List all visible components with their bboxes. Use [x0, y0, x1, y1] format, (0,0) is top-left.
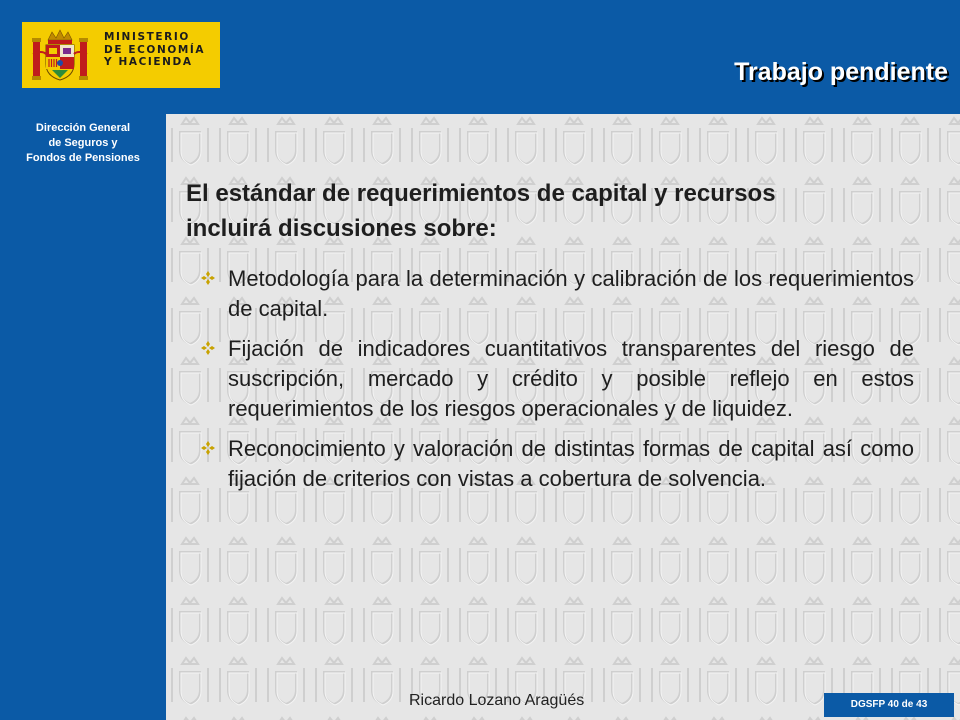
- four-diamond-bullet-icon: [200, 440, 216, 456]
- list-item: [196, 264, 914, 324]
- slide-title: Trabajo pendiente: [734, 58, 948, 86]
- page-number-badge: DGSFP 40 de 43: [824, 693, 954, 717]
- coat-of-arms-icon: [30, 28, 90, 82]
- list-item: [196, 334, 914, 424]
- sidebar: [0, 114, 166, 720]
- four-diamond-bullet-icon: [200, 340, 216, 356]
- slide-heading-line: incluirá discusiones sobre:: [186, 215, 497, 242]
- ministry-logo: [22, 22, 220, 88]
- slide-heading-line: El estándar de requerimientos de capital y recursos: [186, 180, 776, 207]
- organization-name: [0, 121, 166, 166]
- footer-author: Ricardo Lozano Aragüés: [409, 692, 585, 709]
- list-item-text: Metodología para la determinación y calibración de los requerimientos de capital.: [228, 266, 914, 321]
- ministry-name: [104, 31, 205, 69]
- four-diamond-bullet-icon: [200, 270, 216, 286]
- ministry-name-line: Y HACIENDA: [104, 56, 193, 68]
- list-item-text: Reconocimiento y valoración de distintas formas de capital así como fijación de criterios con vistas a cobertura de solvencia.: [228, 436, 914, 491]
- organization-name-line: Fondos de Pensiones: [26, 152, 140, 164]
- organization-name-line: de Seguros y: [48, 137, 118, 149]
- list-item: [196, 434, 914, 494]
- ministry-name-line: MINISTERIO: [104, 31, 190, 43]
- slide-heading: [186, 176, 914, 246]
- list-item-text: Fijación de indicadores cuantitativos transparentes del riesgo de suscripción, mercado y crédito y posible reflejo en estos requerimientos de los riesgos operacionales y de liquidez.: [228, 336, 914, 421]
- bullet-list: [196, 264, 914, 504]
- slide-content: [166, 114, 960, 720]
- ministry-name-line: DE ECONOMÍA: [104, 43, 206, 56]
- organization-name-line: Dirección General: [35, 122, 131, 134]
